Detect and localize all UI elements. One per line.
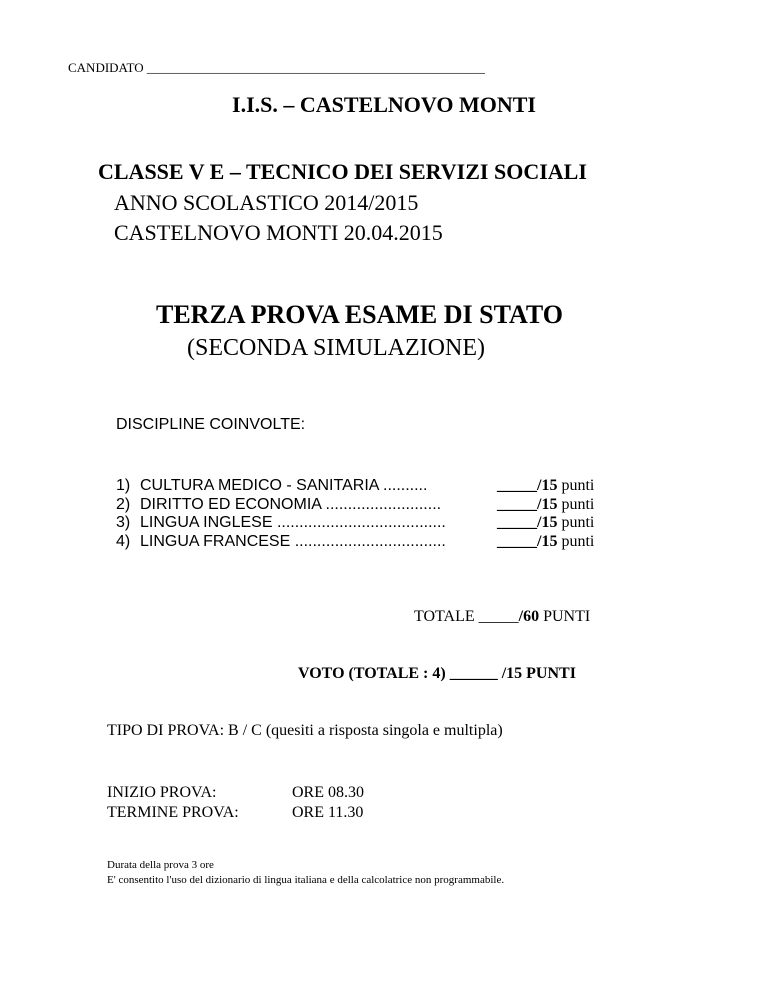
item-number: 4): [116, 532, 131, 550]
duration-note: Durata della prova 3 ore: [107, 859, 214, 871]
class-heading: CLASSE V E – TECNICO DEI SERVIZI SOCIALI: [98, 159, 587, 184]
score-blank: _____: [497, 532, 537, 550]
score-field: [497, 496, 594, 515]
subjects-list: [116, 477, 594, 551]
list-item: [116, 533, 594, 552]
subject-name: LINGUA INGLESE ......................................: [140, 514, 446, 532]
score-max: /15: [537, 532, 558, 550]
list-item: [116, 496, 594, 515]
school-year: ANNO SCOLASTICO 2014/2015: [114, 190, 419, 215]
score-unit: punti: [557, 514, 595, 532]
score-blank: _____: [497, 477, 537, 494]
score-max: /15: [537, 495, 558, 513]
end-hour: ORE 11.30: [292, 804, 364, 821]
end-label: TERMINE PROVA:: [107, 804, 239, 821]
score-field: [497, 477, 594, 496]
total-max: /60: [518, 608, 540, 625]
score-unit: punti: [557, 495, 595, 513]
start-hour: ORE 08.30: [292, 784, 364, 801]
item-number: 3): [116, 514, 131, 532]
exam-type: TIPO DI PROVA: B / C (quesiti a risposta singola e multipla): [107, 722, 503, 739]
subject-name: CULTURA MEDICO - SANITARIA ..........: [140, 477, 428, 494]
place-date: CASTELNOVO MONTI 20.04.2015: [114, 220, 443, 245]
exam-title: TERZA PROVA ESAME DI STATO: [156, 300, 563, 329]
total-score: [414, 608, 590, 626]
school-title: I.I.S. – CASTELNOVO MONTI: [232, 92, 536, 117]
disciplines-label: DISCIPLINE COINVOLTE:: [116, 416, 306, 433]
score-max: /15: [537, 514, 558, 532]
final-grade: VOTO (TOTALE : 4) ______ /15 PUNTI: [298, 665, 576, 682]
allowed-tools-note: E' consentito l'uso del dizionario di lingua italiana e della calcolatrice non programmabile.: [107, 874, 505, 886]
start-label: INIZIO PROVA:: [107, 784, 217, 801]
score-unit: punti: [557, 532, 595, 550]
score-blank: _____: [497, 495, 537, 513]
candidate-name-line: CANDIDATO ____________________________________________________: [68, 60, 485, 75]
score-field: [497, 514, 594, 533]
total-unit: PUNTI: [539, 608, 591, 625]
start-time: [107, 784, 364, 802]
end-time: [107, 804, 364, 822]
exam-subtitle: (SECONDA SIMULAZIONE): [187, 335, 485, 361]
subject-name: DIRITTO ED ECONOMIA ..........................: [140, 495, 442, 513]
item-number: 1): [116, 477, 131, 494]
item-number: 2): [116, 495, 131, 513]
list-item: [116, 514, 594, 533]
subject-name: LINGUA FRANCESE ..................................: [140, 532, 446, 550]
score-unit: punti: [557, 477, 595, 494]
list-item: [116, 477, 594, 496]
score-blank: _____: [497, 514, 537, 532]
total-label: TOTALE _____: [414, 608, 519, 625]
score-max: /15: [537, 477, 558, 494]
score-field: [497, 533, 594, 552]
